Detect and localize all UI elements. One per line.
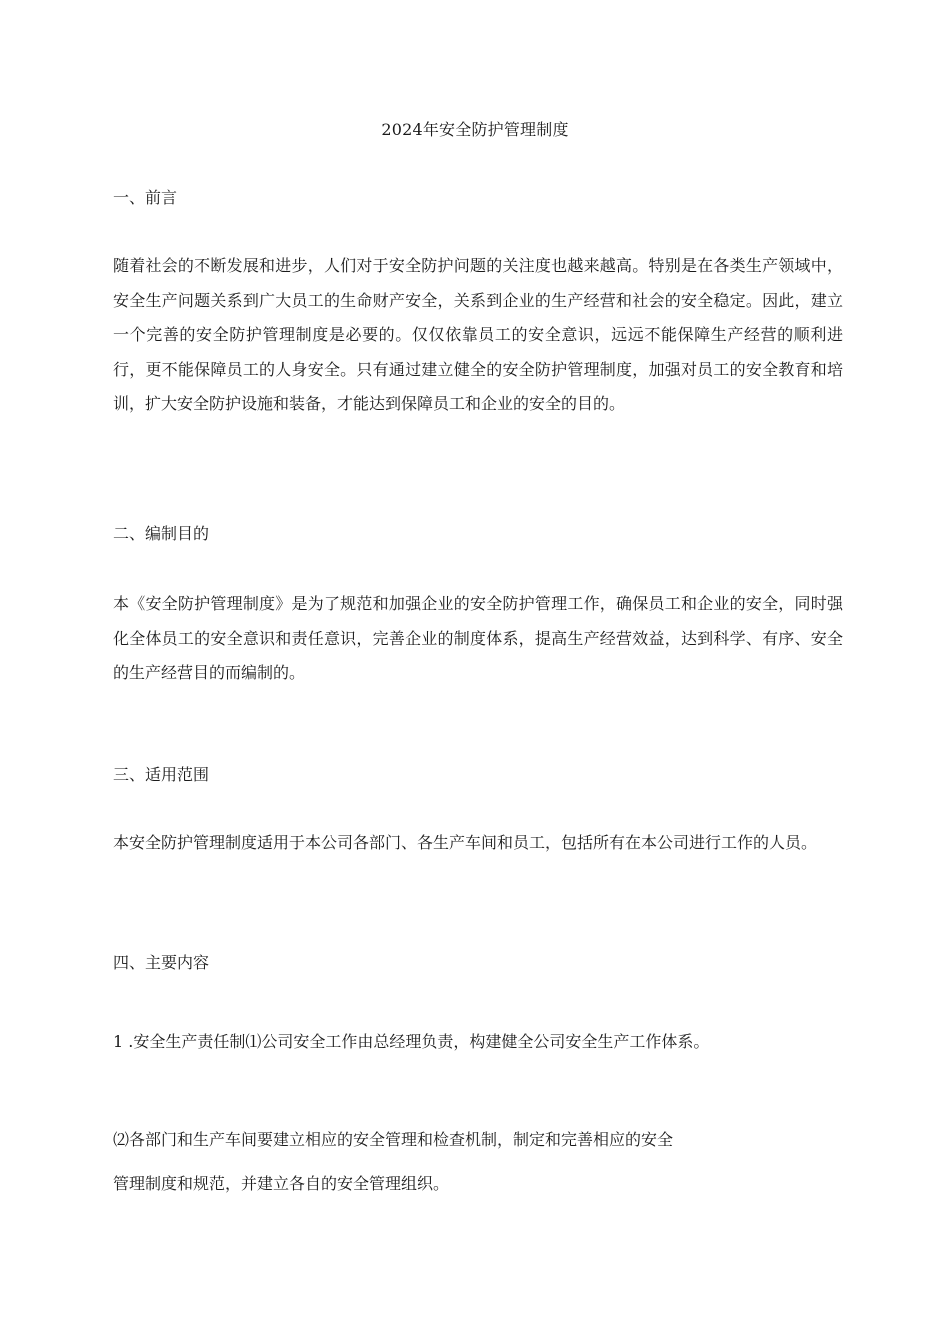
- section-heading-main-content: 四、主要内容: [113, 953, 210, 972]
- list-item-department-line1: ⑵各部门和生产车间要建立相应的安全管理和检查机制，制定和完善相应的安全: [113, 1130, 674, 1149]
- section-paragraph-purpose: 本《安全防护管理制度》是为了规范和加强企业的安全防护管理工作，确保员工和企业的安全，同时强化全体员工的安全意识和责任意识，完善企业的制度体系，提高生产经营效益，达到科学、有序、安全的生产经营目的而编制的。: [113, 594, 843, 682]
- section-paragraph-preface: 随着社会的不断发展和进步，人们对于安全防护问题的关注度也越来越高。特别是在各类生产领域中，安全生产问题关系到广大员工的生命财产安全，关系到企业的生产经营和社会的安全稳定。因此，建立一个完善的安全防护管理制度是必要的。仅仅依靠员工的安全意识，远远不能保障生产经营的顺利进行，更不能保障员工的人身安全。只有通过建立健全的安全防护管理制度，加强对员工的安全教育和培训，扩大安全防护设施和装备，才能达到保障员工和企业的安全的目的。: [113, 256, 843, 413]
- document-title: 2024年安全防护管理制度: [381, 120, 569, 139]
- section-heading-preface: 一、前言: [113, 188, 178, 207]
- section-heading-purpose: 二、编制目的: [113, 524, 210, 543]
- section-paragraph-scope: 本安全防护管理制度适用于本公司各部门、各生产车间和员工，包括所有在本公司进行工作的人员。: [113, 833, 818, 852]
- section-heading-scope: 三、适用范围: [113, 765, 210, 784]
- list-item-responsibility: 1 .安全生产责任制⑴公司安全工作由总经理负责，构建健全公司安全生产工作体系。: [113, 1032, 710, 1051]
- list-item-department-line2: 管理制度和规范，并建立各自的安全管理组织。: [113, 1174, 450, 1193]
